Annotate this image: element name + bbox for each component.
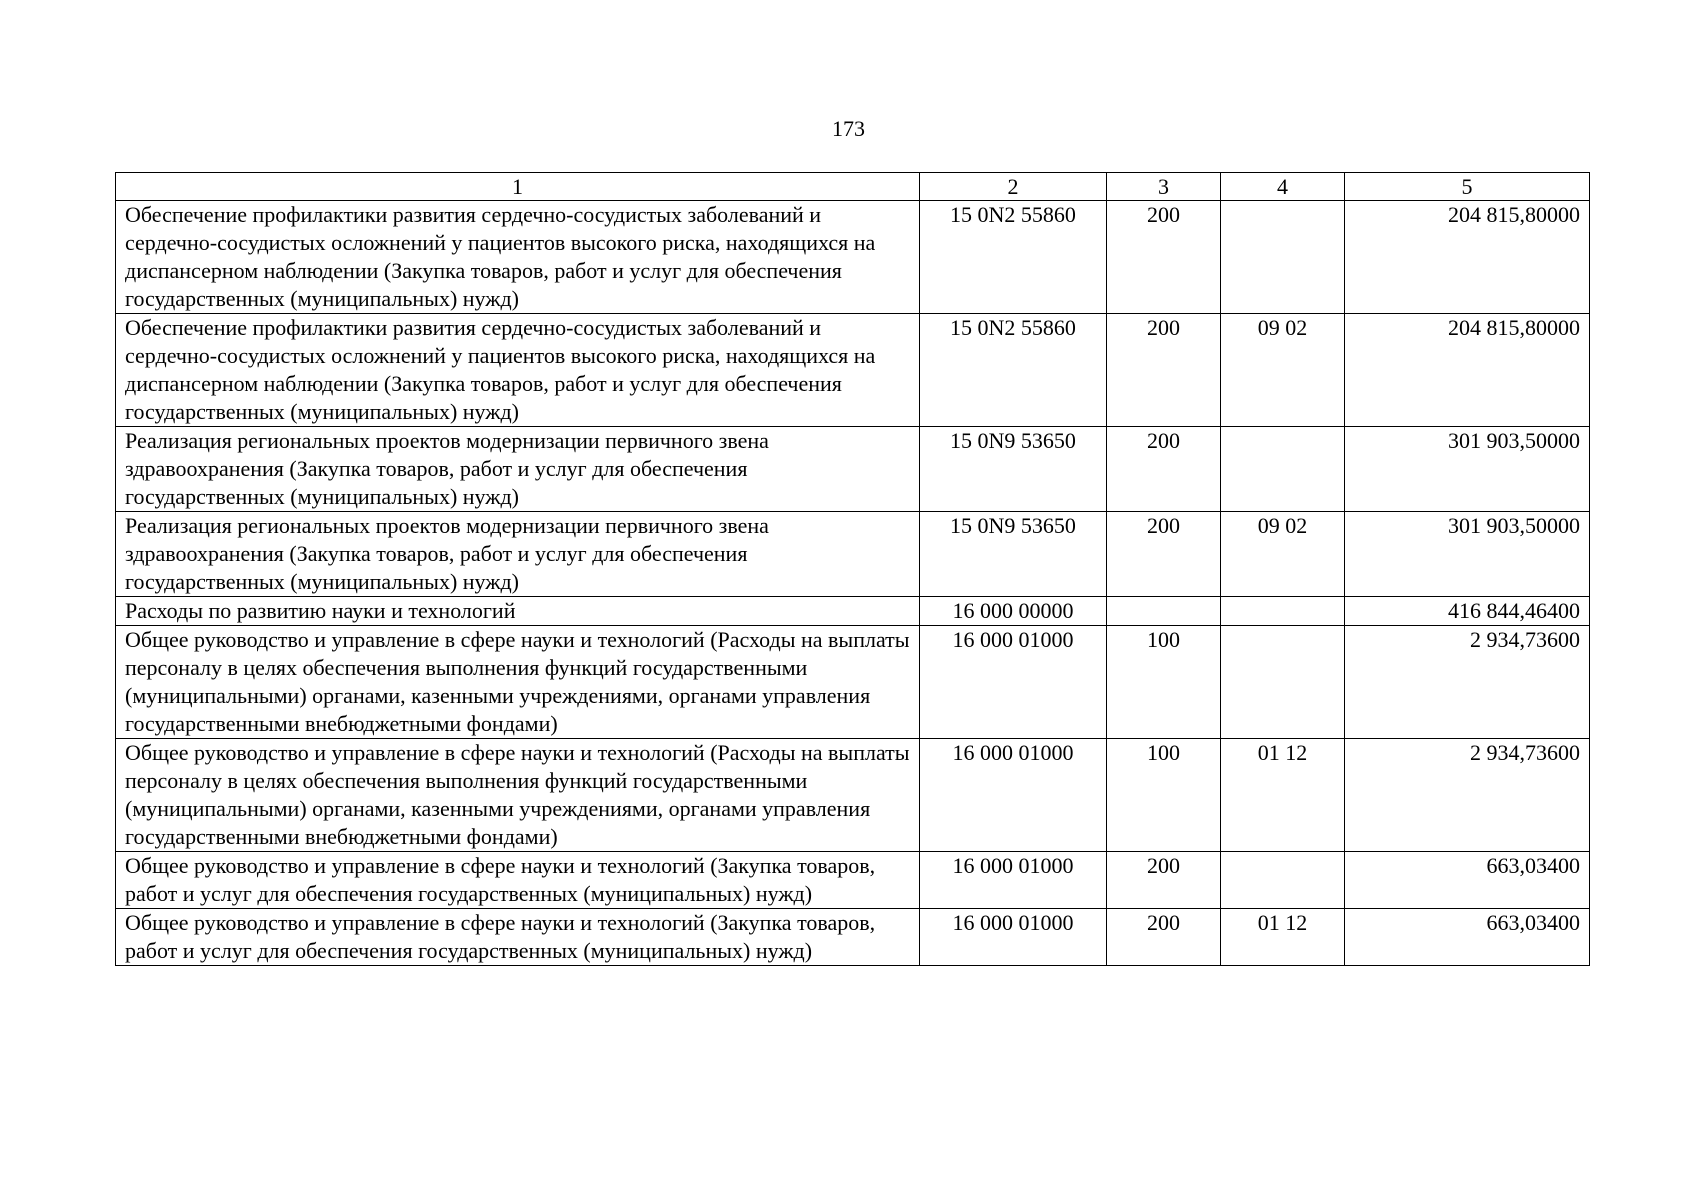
cell-code: 15 0N2 55860: [920, 314, 1107, 427]
cell-expense-type: 200: [1107, 512, 1221, 597]
cell-amount: 2 934,73600: [1345, 739, 1590, 852]
cell-expense-type: 200: [1107, 201, 1221, 314]
column-header-2: 2: [920, 173, 1107, 201]
cell-amount: 2 934,73600: [1345, 626, 1590, 739]
cell-expense-type: 200: [1107, 852, 1221, 909]
cell-name: Общее руководство и управление в сфере науки и технологий (Закупка товаров, работ и услуг для обеспечения государственных (муниципальных) нужд): [116, 852, 920, 909]
cell-section: [1221, 201, 1345, 314]
cell-amount: 416 844,46400: [1345, 597, 1590, 626]
cell-code: 15 0N2 55860: [920, 201, 1107, 314]
cell-section: [1221, 852, 1345, 909]
table-row: [116, 427, 1590, 512]
column-header-1: 1: [116, 173, 920, 201]
column-header-4: 4: [1221, 173, 1345, 201]
table-row: [116, 512, 1590, 597]
cell-section: [1221, 597, 1345, 626]
column-header-5: 5: [1345, 173, 1590, 201]
table-row: [116, 314, 1590, 427]
cell-code: 16 000 01000: [920, 739, 1107, 852]
cell-name: Общее руководство и управление в сфере науки и технологий (Расходы на выплаты персоналу в целях обеспечения выполнения функций государственными (муниципальными) органами, казенными учреждениями, органами управления государственными внебюджетными фондами): [116, 739, 920, 852]
cell-amount: 301 903,50000: [1345, 512, 1590, 597]
table-row: [116, 201, 1590, 314]
cell-section: [1221, 626, 1345, 739]
cell-name: Реализация региональных проектов модернизации первичного звена здравоохранения (Закупка товаров, работ и услуг для обеспечения государственных (муниципальных) нужд): [116, 427, 920, 512]
cell-amount: 301 903,50000: [1345, 427, 1590, 512]
cell-name: Обеспечение профилактики развития сердечно-сосудистых заболеваний и сердечно-сосудистых осложнений у пациентов высокого риска, находящихся на диспансерном наблюдении (Закупка товаров, работ и услуг для обеспечения государственных (муниципальных) нужд): [116, 314, 920, 427]
cell-name: Расходы по развитию науки и технологий: [116, 597, 920, 626]
cell-code: 15 0N9 53650: [920, 512, 1107, 597]
cell-code: 15 0N9 53650: [920, 427, 1107, 512]
cell-expense-type: 100: [1107, 739, 1221, 852]
table-row: [116, 597, 1590, 626]
cell-amount: 204 815,80000: [1345, 201, 1590, 314]
cell-amount: 663,03400: [1345, 909, 1590, 966]
cell-expense-type: 200: [1107, 909, 1221, 966]
cell-amount: 663,03400: [1345, 852, 1590, 909]
cell-name: Общее руководство и управление в сфере науки и технологий (Расходы на выплаты персоналу в целях обеспечения выполнения функций государственными (муниципальными) органами, казенными учреждениями, органами управления государственными внебюджетными фондами): [116, 626, 920, 739]
cell-expense-type: 100: [1107, 626, 1221, 739]
cell-section: [1221, 427, 1345, 512]
cell-section: 01 12: [1221, 909, 1345, 966]
cell-code: 16 000 01000: [920, 909, 1107, 966]
table-row: [116, 739, 1590, 852]
cell-code: 16 000 00000: [920, 597, 1107, 626]
budget-table: [115, 172, 1590, 966]
cell-expense-type: 200: [1107, 427, 1221, 512]
table-header-row: [116, 173, 1590, 201]
cell-name: Общее руководство и управление в сфере науки и технологий (Закупка товаров, работ и услуг для обеспечения государственных (муниципальных) нужд): [116, 909, 920, 966]
cell-name: Обеспечение профилактики развития сердечно-сосудистых заболеваний и сердечно-сосудистых осложнений у пациентов высокого риска, находящихся на диспансерном наблюдении (Закупка товаров, работ и услуг для обеспечения государственных (муниципальных) нужд): [116, 201, 920, 314]
cell-amount: 204 815,80000: [1345, 314, 1590, 427]
table-row: [116, 626, 1590, 739]
table-row: [116, 909, 1590, 966]
page-number: 173: [832, 116, 865, 141]
cell-section: 09 02: [1221, 512, 1345, 597]
cell-name: Реализация региональных проектов модернизации первичного звена здравоохранения (Закупка товаров, работ и услуг для обеспечения государственных (муниципальных) нужд): [116, 512, 920, 597]
cell-code: 16 000 01000: [920, 852, 1107, 909]
cell-expense-type: [1107, 597, 1221, 626]
column-header-3: 3: [1107, 173, 1221, 201]
cell-expense-type: 200: [1107, 314, 1221, 427]
cell-code: 16 000 01000: [920, 626, 1107, 739]
cell-section: 09 02: [1221, 314, 1345, 427]
table-row: [116, 852, 1590, 909]
cell-section: 01 12: [1221, 739, 1345, 852]
